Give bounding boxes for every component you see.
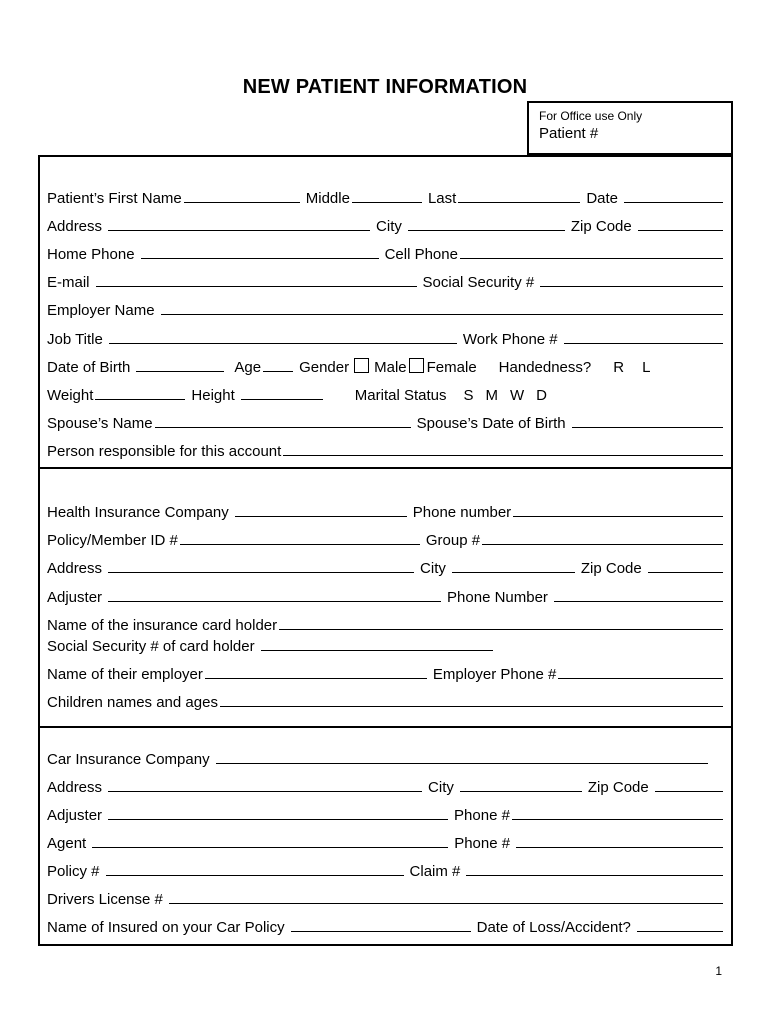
health-adjuster-field[interactable] — [108, 601, 441, 602]
date-of-loss-label: Date of Loss/Accident? — [476, 919, 631, 936]
address-field[interactable] — [108, 230, 370, 231]
ssn-field[interactable] — [540, 286, 723, 287]
marital-widowed-option[interactable]: W — [510, 387, 525, 404]
weight-label: Weight — [47, 387, 94, 404]
last-name-field[interactable] — [458, 202, 580, 203]
marital-single-option[interactable]: S — [463, 387, 474, 404]
dob-label: Date of Birth — [47, 359, 131, 376]
zip-label: Zip Code — [570, 218, 632, 235]
marital-married-option[interactable]: M — [485, 387, 498, 404]
children-field[interactable] — [220, 706, 723, 707]
card-holder-label: Name of the insurance card holder — [47, 617, 278, 634]
last-label: Last — [427, 190, 457, 207]
their-employer-field[interactable] — [205, 678, 427, 679]
health-city-field[interactable] — [452, 572, 575, 573]
policy-field[interactable] — [106, 875, 404, 876]
car-company-label: Car Insurance Company — [47, 751, 210, 768]
adjuster-phone-field[interactable] — [554, 601, 723, 602]
health-phone-field[interactable] — [513, 516, 723, 517]
height-field[interactable] — [241, 399, 323, 400]
health-address-field[interactable] — [108, 572, 414, 573]
patient-number-field[interactable]: Patient # — [539, 125, 599, 142]
agent-phone-field[interactable] — [516, 847, 723, 848]
group-label: Group # — [425, 532, 481, 549]
height-label: Height — [191, 387, 235, 404]
home-phone-field[interactable] — [141, 258, 379, 259]
adjuster-phone-label: Phone Number — [447, 589, 548, 606]
health-phone-label: Phone number — [412, 504, 512, 521]
work-phone-field[interactable] — [564, 343, 723, 344]
email-label: E-mail — [47, 274, 90, 291]
work-phone-label: Work Phone # — [462, 331, 558, 348]
insured-name-label: Name of Insured on your Car Policy — [47, 919, 285, 936]
spouse-dob-label: Spouse’s Date of Birth — [416, 415, 566, 432]
car-address-label: Address — [47, 779, 103, 796]
handedness-right-option[interactable]: R — [613, 359, 625, 376]
group-field[interactable] — [482, 544, 723, 545]
male-label: Male — [374, 359, 407, 376]
cell-phone-field[interactable] — [460, 258, 723, 259]
page-number: 1 — [715, 964, 722, 978]
car-adjuster-label: Adjuster — [47, 807, 103, 824]
car-address-field[interactable] — [108, 791, 422, 792]
car-insurance-section — [38, 726, 733, 946]
female-checkbox[interactable] — [409, 358, 424, 373]
zip-field[interactable] — [638, 230, 723, 231]
their-employer-label: Name of their employer — [47, 666, 203, 683]
patient-info-section — [38, 155, 733, 469]
form-title: NEW PATIENT INFORMATION — [242, 76, 528, 98]
office-use-box — [527, 101, 733, 155]
car-zip-field[interactable] — [655, 791, 723, 792]
gender-label: Gender — [299, 359, 350, 376]
city-label: City — [376, 218, 402, 235]
agent-label: Agent — [47, 835, 87, 852]
age-label: Age — [234, 359, 262, 376]
health-adjuster-label: Adjuster — [47, 589, 103, 606]
car-adjuster-phone-label: Phone # — [454, 807, 510, 824]
office-use-label: For Office use Only — [539, 109, 643, 123]
health-zip-label: Zip Code — [580, 560, 642, 577]
car-adjuster-phone-field[interactable] — [512, 819, 723, 820]
policy-label: Policy # — [47, 863, 100, 880]
middle-name-field[interactable] — [352, 202, 422, 203]
responsible-person-field[interactable] — [283, 455, 723, 456]
home-phone-label: Home Phone — [47, 246, 135, 263]
employer-phone-field[interactable] — [558, 678, 723, 679]
employer-label: Employer Name — [47, 302, 155, 319]
city-field[interactable] — [408, 230, 565, 231]
address-label: Address — [47, 218, 103, 235]
health-address-label: Address — [47, 560, 103, 577]
card-holder-ssn-label: Social Security # of card holder — [47, 638, 255, 655]
date-field[interactable] — [624, 202, 723, 203]
health-city-label: City — [420, 560, 446, 577]
drivers-license-field[interactable] — [169, 903, 723, 904]
health-company-field[interactable] — [235, 516, 407, 517]
children-label: Children names and ages — [47, 694, 218, 711]
cell-phone-label: Cell Phone — [384, 246, 458, 263]
car-company-field[interactable] — [216, 763, 708, 764]
policy-id-field[interactable] — [180, 544, 420, 545]
marital-status-label: Marital Status — [354, 387, 447, 404]
employer-phone-label: Employer Phone # — [432, 666, 557, 683]
female-label: Female — [426, 359, 477, 376]
age-field[interactable] — [263, 371, 293, 372]
claim-label: Claim # — [409, 863, 461, 880]
responsible-person-label: Person responsible for this account — [47, 443, 282, 460]
weight-field[interactable] — [95, 399, 185, 400]
male-checkbox[interactable] — [354, 358, 369, 373]
card-holder-field[interactable] — [279, 629, 723, 630]
insured-name-field[interactable] — [291, 931, 471, 932]
first-name-label: Patient’s First Name — [47, 190, 182, 207]
agent-field[interactable] — [92, 847, 448, 848]
marital-divorced-option[interactable]: D — [536, 387, 548, 404]
dob-field[interactable] — [136, 371, 224, 372]
ssn-label: Social Security # — [422, 274, 535, 291]
car-city-field[interactable] — [460, 791, 582, 792]
health-zip-field[interactable] — [648, 572, 723, 573]
claim-field[interactable] — [466, 875, 723, 876]
drivers-license-label: Drivers License # — [47, 891, 163, 908]
spouse-dob-field[interactable] — [572, 427, 723, 428]
car-city-label: City — [428, 779, 454, 796]
first-name-field[interactable] — [184, 202, 300, 203]
date-of-loss-field[interactable] — [637, 931, 723, 932]
middle-label: Middle — [305, 190, 350, 207]
policy-id-label: Policy/Member ID # — [47, 532, 178, 549]
car-zip-label: Zip Code — [587, 779, 649, 796]
job-title-label: Job Title — [47, 331, 103, 348]
email-field[interactable] — [96, 286, 417, 287]
agent-phone-label: Phone # — [454, 835, 511, 852]
handedness-label: Handedness? — [498, 359, 592, 376]
health-insurance-section — [38, 467, 733, 728]
date-label: Date — [586, 190, 618, 207]
job-title-field[interactable] — [109, 343, 457, 344]
employer-field[interactable] — [161, 314, 723, 315]
car-adjuster-field[interactable] — [108, 819, 448, 820]
spouse-name-label: Spouse’s Name — [47, 415, 153, 432]
health-company-label: Health Insurance Company — [47, 504, 229, 521]
handedness-left-option[interactable]: L — [642, 359, 651, 376]
spouse-name-field[interactable] — [155, 427, 411, 428]
card-holder-ssn-field[interactable] — [261, 650, 493, 651]
